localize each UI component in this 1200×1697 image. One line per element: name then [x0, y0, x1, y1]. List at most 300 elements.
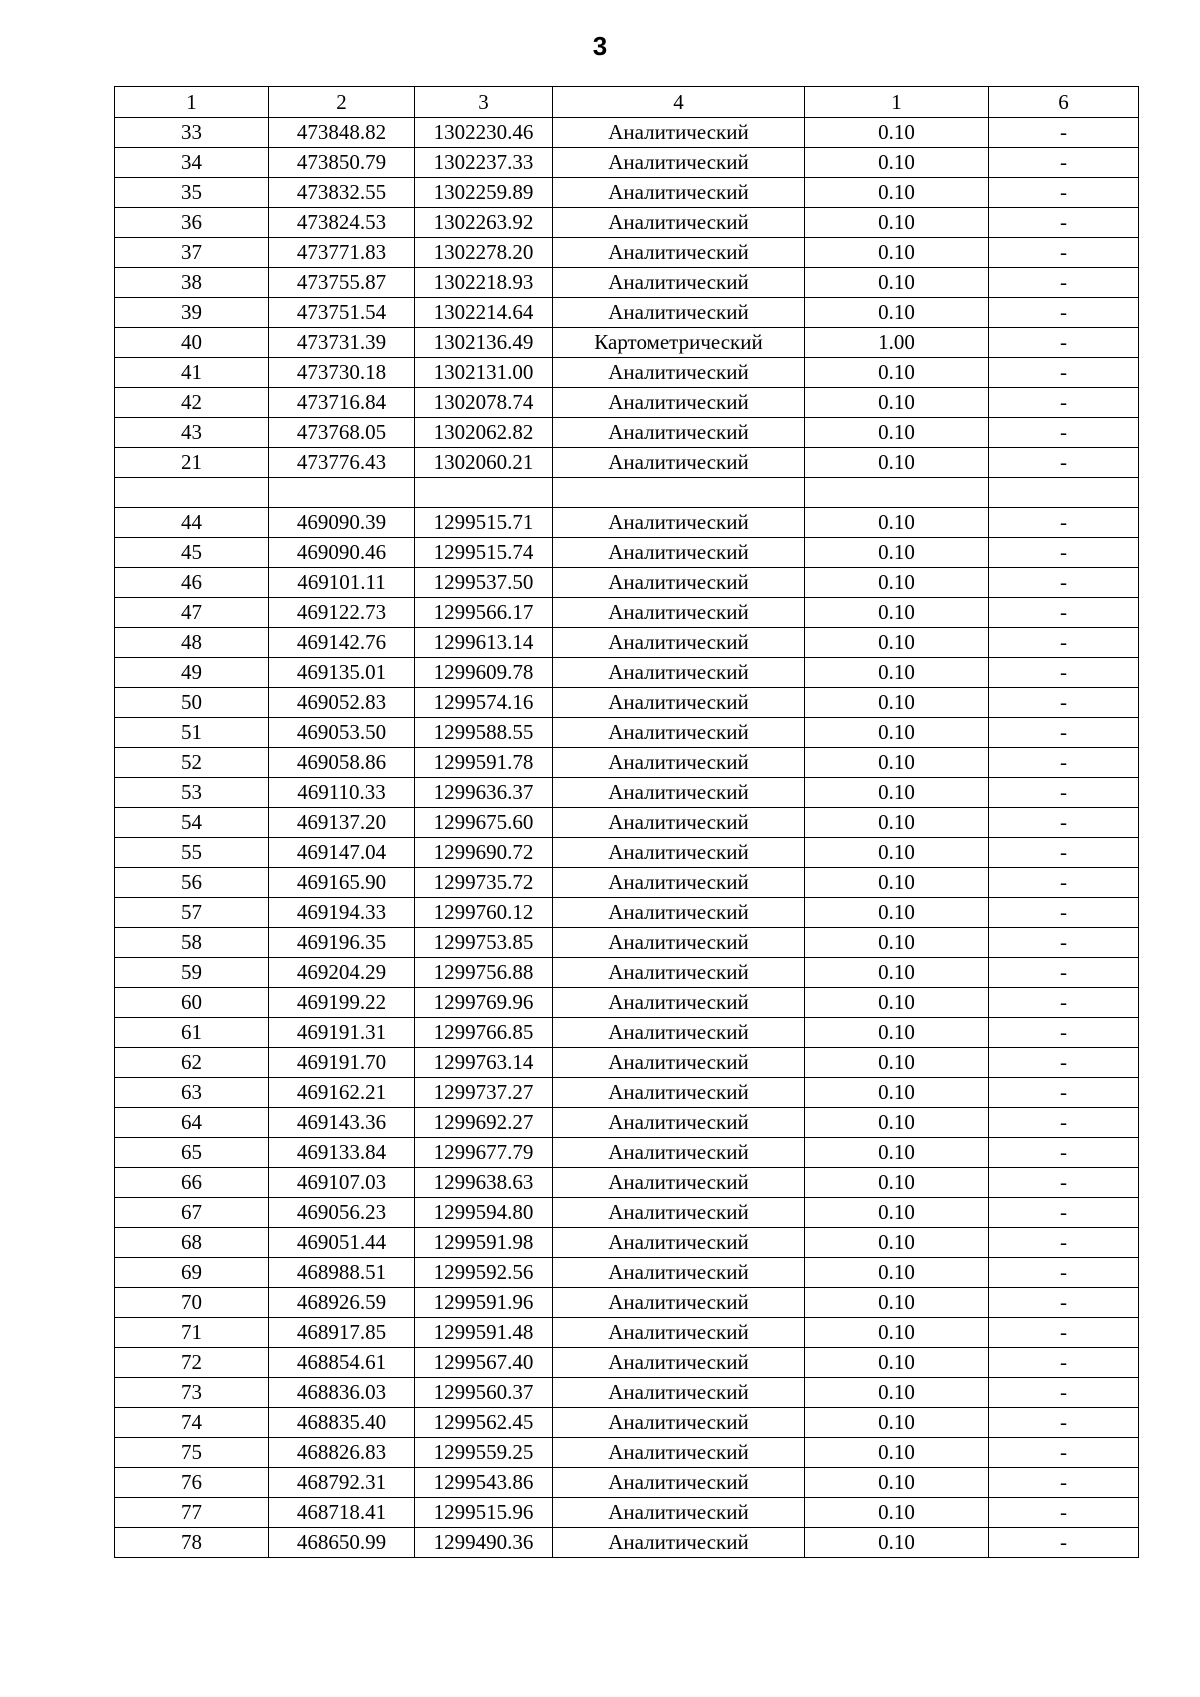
table-row — [115, 1228, 1139, 1258]
cell-point-number: 40 — [115, 328, 269, 358]
cell-accuracy: 0.10 — [805, 868, 989, 898]
cell-accuracy: 0.10 — [805, 1378, 989, 1408]
cell-accuracy: 0.10 — [805, 268, 989, 298]
cell-x-coordinate: 469191.70 — [269, 1048, 415, 1078]
cell-y-coordinate: 1299756.88 — [415, 958, 553, 988]
cell-y-coordinate: 1302214.64 — [415, 298, 553, 328]
cell-method: Аналитический — [553, 448, 805, 478]
cell-note: - — [989, 1378, 1139, 1408]
cell-method: Аналитический — [553, 1498, 805, 1528]
cell-method: Аналитический — [553, 1258, 805, 1288]
cell-point-number: 56 — [115, 868, 269, 898]
cell-y-coordinate: 1299636.37 — [415, 778, 553, 808]
cell-x-coordinate: 469147.04 — [269, 838, 415, 868]
cell-x-coordinate — [269, 478, 415, 508]
cell-y-coordinate: 1299515.71 — [415, 508, 553, 538]
cell-method: Аналитический — [553, 1468, 805, 1498]
cell-y-coordinate: 1299690.72 — [415, 838, 553, 868]
cell-accuracy: 0.10 — [805, 1498, 989, 1528]
table-row — [115, 178, 1139, 208]
table-row — [115, 808, 1139, 838]
cell-method: Аналитический — [553, 238, 805, 268]
cell-note: - — [989, 538, 1139, 568]
cell-note: - — [989, 958, 1139, 988]
cell-point-number: 48 — [115, 628, 269, 658]
cell-point-number: 67 — [115, 1198, 269, 1228]
cell-point-number: 78 — [115, 1528, 269, 1558]
cell-y-coordinate: 1299737.27 — [415, 1078, 553, 1108]
table-row — [115, 1348, 1139, 1378]
cell-accuracy: 0.10 — [805, 1528, 989, 1558]
cell-method: Аналитический — [553, 268, 805, 298]
cell-x-coordinate: 469194.33 — [269, 898, 415, 928]
cell-y-coordinate: 1299515.96 — [415, 1498, 553, 1528]
cell-x-coordinate: 473751.54 — [269, 298, 415, 328]
table-row — [115, 748, 1139, 778]
cell-x-coordinate: 473716.84 — [269, 388, 415, 418]
cell-method: Аналитический — [553, 1288, 805, 1318]
cell-point-number: 52 — [115, 748, 269, 778]
cell-accuracy: 0.10 — [805, 1138, 989, 1168]
cell-note: - — [989, 118, 1139, 148]
cell-point-number: 74 — [115, 1408, 269, 1438]
cell-note: - — [989, 1288, 1139, 1318]
cell-accuracy: 0.10 — [805, 538, 989, 568]
table-row — [115, 1168, 1139, 1198]
cell-method: Аналитический — [553, 538, 805, 568]
cell-point-number: 60 — [115, 988, 269, 1018]
cell-y-coordinate: 1302263.92 — [415, 208, 553, 238]
cell-x-coordinate: 473768.05 — [269, 418, 415, 448]
table-row — [115, 1018, 1139, 1048]
cell-point-number: 58 — [115, 928, 269, 958]
cell-y-coordinate: 1299609.78 — [415, 658, 553, 688]
cell-x-coordinate: 473771.83 — [269, 238, 415, 268]
cell-y-coordinate: 1299766.85 — [415, 1018, 553, 1048]
cell-point-number: 51 — [115, 718, 269, 748]
cell-x-coordinate: 468835.40 — [269, 1408, 415, 1438]
cell-note: - — [989, 838, 1139, 868]
cell-note: - — [989, 1258, 1139, 1288]
cell-method: Аналитический — [553, 568, 805, 598]
cell-method: Аналитический — [553, 808, 805, 838]
cell-point-number: 34 — [115, 148, 269, 178]
cell-y-coordinate — [415, 478, 553, 508]
table-row — [115, 448, 1139, 478]
cell-y-coordinate: 1299562.45 — [415, 1408, 553, 1438]
cell-x-coordinate: 468988.51 — [269, 1258, 415, 1288]
cell-x-coordinate: 468792.31 — [269, 1468, 415, 1498]
table-row — [115, 1378, 1139, 1408]
cell-accuracy: 0.10 — [805, 1468, 989, 1498]
table-row — [115, 868, 1139, 898]
cell-accuracy — [805, 478, 989, 508]
cell-accuracy: 0.10 — [805, 1168, 989, 1198]
cell-method: Аналитический — [553, 358, 805, 388]
cell-y-coordinate: 1302278.20 — [415, 238, 553, 268]
cell-y-coordinate: 1299591.48 — [415, 1318, 553, 1348]
cell-point-number: 47 — [115, 598, 269, 628]
cell-y-coordinate: 1299753.85 — [415, 928, 553, 958]
cell-note: - — [989, 1078, 1139, 1108]
cell-x-coordinate: 468854.61 — [269, 1348, 415, 1378]
cell-method: Аналитический — [553, 418, 805, 448]
cell-method: Картометрический — [553, 328, 805, 358]
cell-y-coordinate: 1299591.78 — [415, 748, 553, 778]
cell-method: Аналитический — [553, 178, 805, 208]
cell-y-coordinate: 1302131.00 — [415, 358, 553, 388]
cell-y-coordinate: 1299560.37 — [415, 1378, 553, 1408]
cell-note: - — [989, 1468, 1139, 1498]
cell-x-coordinate: 469052.83 — [269, 688, 415, 718]
cell-accuracy: 0.10 — [805, 958, 989, 988]
cell-note: - — [989, 148, 1139, 178]
cell-y-coordinate: 1299566.17 — [415, 598, 553, 628]
cell-accuracy: 0.10 — [805, 418, 989, 448]
cell-note: - — [989, 418, 1139, 448]
cell-point-number: 61 — [115, 1018, 269, 1048]
cell-x-coordinate: 469162.21 — [269, 1078, 415, 1108]
cell-accuracy: 0.10 — [805, 658, 989, 688]
cell-point-number: 35 — [115, 178, 269, 208]
cell-accuracy: 0.10 — [805, 448, 989, 478]
cell-x-coordinate: 469143.36 — [269, 1108, 415, 1138]
cell-note: - — [989, 298, 1139, 328]
cell-accuracy: 0.10 — [805, 298, 989, 328]
cell-y-coordinate: 1302078.74 — [415, 388, 553, 418]
cell-accuracy: 0.10 — [805, 148, 989, 178]
cell-point-number: 37 — [115, 238, 269, 268]
table-row — [115, 598, 1139, 628]
cell-y-coordinate: 1302062.82 — [415, 418, 553, 448]
table-row — [115, 1438, 1139, 1468]
column-header-method: 4 — [553, 87, 805, 118]
table-row — [115, 208, 1139, 238]
cell-point-number: 49 — [115, 658, 269, 688]
cell-method: Аналитический — [553, 388, 805, 418]
cell-method: Аналитический — [553, 898, 805, 928]
cell-accuracy: 0.10 — [805, 1228, 989, 1258]
cell-accuracy: 0.10 — [805, 598, 989, 628]
table-row — [115, 628, 1139, 658]
cell-method: Аналитический — [553, 688, 805, 718]
table-row — [115, 1198, 1139, 1228]
cell-point-number: 69 — [115, 1258, 269, 1288]
table-row — [115, 1078, 1139, 1108]
table-row — [115, 328, 1139, 358]
cell-point-number: 76 — [115, 1468, 269, 1498]
table-row — [115, 1288, 1139, 1318]
cell-y-coordinate: 1302060.21 — [415, 448, 553, 478]
cell-x-coordinate: 468650.99 — [269, 1528, 415, 1558]
cell-y-coordinate: 1299588.55 — [415, 718, 553, 748]
cell-method: Аналитический — [553, 1018, 805, 1048]
cell-method: Аналитический — [553, 1198, 805, 1228]
cell-x-coordinate: 473755.87 — [269, 268, 415, 298]
table-row — [115, 418, 1139, 448]
table-row — [115, 658, 1139, 688]
table-row — [115, 1528, 1139, 1558]
cell-x-coordinate: 473850.79 — [269, 148, 415, 178]
cell-note: - — [989, 1438, 1139, 1468]
table-row — [115, 838, 1139, 868]
cell-method: Аналитический — [553, 1138, 805, 1168]
cell-method: Аналитический — [553, 1078, 805, 1108]
cell-accuracy: 0.10 — [805, 118, 989, 148]
cell-x-coordinate: 468926.59 — [269, 1288, 415, 1318]
cell-method: Аналитический — [553, 748, 805, 778]
table-row — [115, 1048, 1139, 1078]
cell-point-number: 41 — [115, 358, 269, 388]
cell-x-coordinate: 469199.22 — [269, 988, 415, 1018]
cell-method: Аналитический — [553, 1378, 805, 1408]
cell-x-coordinate: 468718.41 — [269, 1498, 415, 1528]
cell-x-coordinate: 469135.01 — [269, 658, 415, 688]
cell-note: - — [989, 1138, 1139, 1168]
cell-point-number: 66 — [115, 1168, 269, 1198]
cell-accuracy: 0.10 — [805, 1408, 989, 1438]
cell-accuracy: 0.10 — [805, 928, 989, 958]
cell-note: - — [989, 688, 1139, 718]
cell-note: - — [989, 658, 1139, 688]
cell-note: - — [989, 268, 1139, 298]
table-row — [115, 958, 1139, 988]
cell-point-number: 33 — [115, 118, 269, 148]
cell-accuracy: 0.10 — [805, 1078, 989, 1108]
cell-note: - — [989, 628, 1139, 658]
cell-accuracy: 0.10 — [805, 1108, 989, 1138]
cell-method: Аналитический — [553, 1108, 805, 1138]
cell-accuracy: 0.10 — [805, 988, 989, 1018]
column-header-y-coordinate: 3 — [415, 87, 553, 118]
cell-x-coordinate: 469142.76 — [269, 628, 415, 658]
table-body — [115, 118, 1139, 1558]
table-row — [115, 298, 1139, 328]
cell-y-coordinate: 1299559.25 — [415, 1438, 553, 1468]
cell-accuracy: 0.10 — [805, 238, 989, 268]
cell-y-coordinate: 1299692.27 — [415, 1108, 553, 1138]
cell-point-number: 68 — [115, 1228, 269, 1258]
table-row — [115, 718, 1139, 748]
cell-x-coordinate: 469090.39 — [269, 508, 415, 538]
column-header-point-number: 1 — [115, 87, 269, 118]
cell-y-coordinate: 1299543.86 — [415, 1468, 553, 1498]
cell-accuracy: 0.10 — [805, 1318, 989, 1348]
cell-note: - — [989, 1108, 1139, 1138]
cell-note: - — [989, 1168, 1139, 1198]
cell-accuracy: 0.10 — [805, 178, 989, 208]
cell-y-coordinate: 1299760.12 — [415, 898, 553, 928]
cell-method: Аналитический — [553, 1438, 805, 1468]
cell-point-number: 45 — [115, 538, 269, 568]
cell-accuracy: 0.10 — [805, 748, 989, 778]
cell-accuracy: 0.10 — [805, 808, 989, 838]
cell-note: - — [989, 208, 1139, 238]
table-row — [115, 688, 1139, 718]
cell-note: - — [989, 328, 1139, 358]
cell-method: Аналитический — [553, 508, 805, 538]
cell-x-coordinate: 469101.11 — [269, 568, 415, 598]
cell-note: - — [989, 718, 1139, 748]
cell-method: Аналитический — [553, 718, 805, 748]
cell-y-coordinate: 1302230.46 — [415, 118, 553, 148]
cell-note: - — [989, 778, 1139, 808]
cell-note: - — [989, 568, 1139, 598]
cell-y-coordinate: 1299638.63 — [415, 1168, 553, 1198]
cell-x-coordinate: 468836.03 — [269, 1378, 415, 1408]
cell-note: - — [989, 1528, 1139, 1558]
cell-method: Аналитический — [553, 1318, 805, 1348]
cell-note — [989, 478, 1139, 508]
cell-method: Аналитический — [553, 928, 805, 958]
cell-point-number: 53 — [115, 778, 269, 808]
cell-x-coordinate: 473832.55 — [269, 178, 415, 208]
cell-method: Аналитический — [553, 598, 805, 628]
cell-x-coordinate: 468826.83 — [269, 1438, 415, 1468]
cell-x-coordinate: 473824.53 — [269, 208, 415, 238]
cell-method: Аналитический — [553, 868, 805, 898]
cell-x-coordinate: 469110.33 — [269, 778, 415, 808]
cell-y-coordinate: 1299490.36 — [415, 1528, 553, 1558]
cell-note: - — [989, 808, 1139, 838]
cell-accuracy: 0.10 — [805, 718, 989, 748]
table-header-row — [115, 87, 1139, 118]
table-row — [115, 118, 1139, 148]
cell-note: - — [989, 1048, 1139, 1078]
table-row — [115, 238, 1139, 268]
cell-point-number: 59 — [115, 958, 269, 988]
cell-note: - — [989, 898, 1139, 928]
table-row — [115, 538, 1139, 568]
page-number: 3 — [592, 31, 608, 61]
cell-note: - — [989, 1348, 1139, 1378]
cell-accuracy: 0.10 — [805, 1258, 989, 1288]
cell-point-number: 70 — [115, 1288, 269, 1318]
cell-point-number: 72 — [115, 1348, 269, 1378]
cell-note: - — [989, 508, 1139, 538]
cell-x-coordinate: 469090.46 — [269, 538, 415, 568]
cell-method: Аналитический — [553, 1408, 805, 1438]
cell-accuracy: 0.10 — [805, 628, 989, 658]
cell-x-coordinate: 469107.03 — [269, 1168, 415, 1198]
column-header-note: 6 — [989, 87, 1139, 118]
cell-note: - — [989, 1498, 1139, 1528]
cell-point-number: 63 — [115, 1078, 269, 1108]
cell-point-number: 54 — [115, 808, 269, 838]
cell-method: Аналитический — [553, 1048, 805, 1078]
cell-y-coordinate: 1302259.89 — [415, 178, 553, 208]
cell-point-number: 46 — [115, 568, 269, 598]
cell-point-number — [115, 478, 269, 508]
cell-x-coordinate: 469133.84 — [269, 1138, 415, 1168]
cell-x-coordinate: 468917.85 — [269, 1318, 415, 1348]
cell-point-number: 50 — [115, 688, 269, 718]
cell-x-coordinate: 469056.23 — [269, 1198, 415, 1228]
cell-accuracy: 0.10 — [805, 1048, 989, 1078]
table-row — [115, 988, 1139, 1018]
table-row — [115, 1468, 1139, 1498]
column-header-x-coordinate: 2 — [269, 87, 415, 118]
cell-point-number: 44 — [115, 508, 269, 538]
cell-note: - — [989, 238, 1139, 268]
cell-method: Аналитический — [553, 838, 805, 868]
cell-x-coordinate: 473730.18 — [269, 358, 415, 388]
cell-point-number: 36 — [115, 208, 269, 238]
cell-point-number: 39 — [115, 298, 269, 328]
cell-method: Аналитический — [553, 628, 805, 658]
cell-accuracy: 0.10 — [805, 688, 989, 718]
cell-y-coordinate: 1299567.40 — [415, 1348, 553, 1378]
table-row — [115, 508, 1139, 538]
cell-method: Аналитический — [553, 658, 805, 688]
cell-x-coordinate: 469191.31 — [269, 1018, 415, 1048]
cell-y-coordinate: 1299594.80 — [415, 1198, 553, 1228]
cell-y-coordinate: 1299675.60 — [415, 808, 553, 838]
cell-x-coordinate: 469058.86 — [269, 748, 415, 778]
cell-point-number: 71 — [115, 1318, 269, 1348]
cell-point-number: 64 — [115, 1108, 269, 1138]
column-header-accuracy: 1 — [805, 87, 989, 118]
cell-method: Аналитический — [553, 958, 805, 988]
cell-method: Аналитический — [553, 1168, 805, 1198]
cell-accuracy: 0.10 — [805, 358, 989, 388]
cell-accuracy: 0.10 — [805, 1348, 989, 1378]
cell-point-number: 21 — [115, 448, 269, 478]
cell-note: - — [989, 748, 1139, 778]
cell-point-number: 38 — [115, 268, 269, 298]
cell-accuracy: 0.10 — [805, 1018, 989, 1048]
table-row — [115, 928, 1139, 958]
cell-note: - — [989, 448, 1139, 478]
table-row — [115, 898, 1139, 928]
table-row — [115, 1108, 1139, 1138]
cell-note: - — [989, 358, 1139, 388]
cell-x-coordinate: 469165.90 — [269, 868, 415, 898]
cell-point-number: 65 — [115, 1138, 269, 1168]
cell-y-coordinate: 1302237.33 — [415, 148, 553, 178]
cell-method: Аналитический — [553, 208, 805, 238]
cell-x-coordinate: 473731.39 — [269, 328, 415, 358]
cell-point-number: 57 — [115, 898, 269, 928]
cell-accuracy: 0.10 — [805, 568, 989, 598]
cell-y-coordinate: 1299591.98 — [415, 1228, 553, 1258]
cell-note: - — [989, 928, 1139, 958]
cell-point-number: 42 — [115, 388, 269, 418]
cell-x-coordinate: 469204.29 — [269, 958, 415, 988]
cell-note: - — [989, 1018, 1139, 1048]
cell-point-number: 43 — [115, 418, 269, 448]
table-row — [115, 1498, 1139, 1528]
cell-point-number: 73 — [115, 1378, 269, 1408]
cell-y-coordinate: 1302218.93 — [415, 268, 553, 298]
cell-note: - — [989, 1318, 1139, 1348]
table-row — [115, 778, 1139, 808]
cell-accuracy: 0.10 — [805, 388, 989, 418]
cell-accuracy: 0.10 — [805, 208, 989, 238]
cell-method: Аналитический — [553, 988, 805, 1018]
cell-method: Аналитический — [553, 118, 805, 148]
cell-accuracy: 0.10 — [805, 1288, 989, 1318]
cell-method: Аналитический — [553, 1348, 805, 1378]
cell-accuracy: 0.10 — [805, 838, 989, 868]
cell-point-number: 62 — [115, 1048, 269, 1078]
cell-y-coordinate: 1299769.96 — [415, 988, 553, 1018]
cell-y-coordinate: 1299574.16 — [415, 688, 553, 718]
cell-method: Аналитический — [553, 778, 805, 808]
cell-note: - — [989, 388, 1139, 418]
cell-x-coordinate: 473848.82 — [269, 118, 415, 148]
table-row — [115, 478, 1139, 508]
